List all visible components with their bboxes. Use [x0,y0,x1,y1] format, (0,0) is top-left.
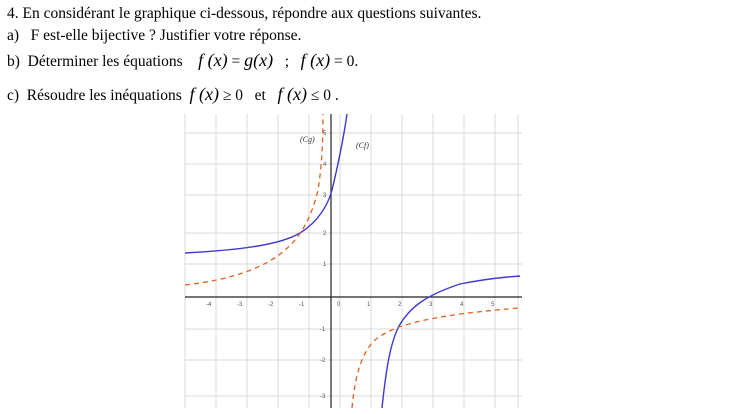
x-tick-label: -3 [237,302,243,308]
equation-f-zero-left: f (x) [300,50,331,70]
equation-separator: ; [284,53,290,70]
y-tick-label: -3 [320,394,326,400]
y-tick-label: -2 [320,358,326,364]
x-tick-label: 3 [429,302,433,308]
x-axis-tick-labels [206,302,495,308]
x-tick-label: 1 [367,302,371,308]
curve-label-cf: (Cf) [356,141,369,150]
x-tick-label: -1 [299,302,305,308]
equation-equals: = [231,53,241,70]
question-a-label: a) [7,27,20,44]
question-c-label: c) [7,87,20,104]
question-a-text: F est-elle bijective ? Justifier votre réponse. [30,27,302,44]
inequation-and: et [254,87,266,104]
inequation-f-neg-right: ≤ 0 . [310,87,339,104]
equation-f-left: f (x) [198,50,228,70]
question-c-text: Résoudre les inéquations [26,87,182,104]
question-b-label: b) [7,53,20,70]
x-tick-label: -4 [206,302,212,308]
x-tick-label: 5 [491,302,495,308]
curve-label-cg: (Cg) [300,135,315,144]
inequation-f-pos-right: ≥ 0 [222,87,244,104]
y-tick-label: 4 [323,162,327,168]
question-title: 4. En considérant le graphique ci-dessous, répondre aux questions suivantes. [7,5,482,22]
y-tick-label: 3 [323,193,327,199]
x-tick-label: -2 [268,302,274,308]
x-tick-label: 2 [398,302,402,308]
graph-axes [185,114,522,408]
inequation-f-pos-left: f (x) [189,84,220,104]
curve-cf-right-branch [382,276,520,408]
x-tick-label: 4 [460,302,464,308]
x-tick-label: 0 [337,302,341,308]
graph-grid [185,114,522,408]
y-tick-label: -1 [320,327,326,333]
y-tick-label: 5 [323,131,327,137]
y-tick-label: 1 [323,262,327,268]
equation-f-zero-right: = 0. [334,53,359,70]
equation-g-right: g(x) [244,50,274,70]
y-tick-label: 2 [323,231,327,237]
inequation-f-neg-left: f (x) [277,84,307,104]
question-b-text: Déterminer les équations [27,53,183,70]
